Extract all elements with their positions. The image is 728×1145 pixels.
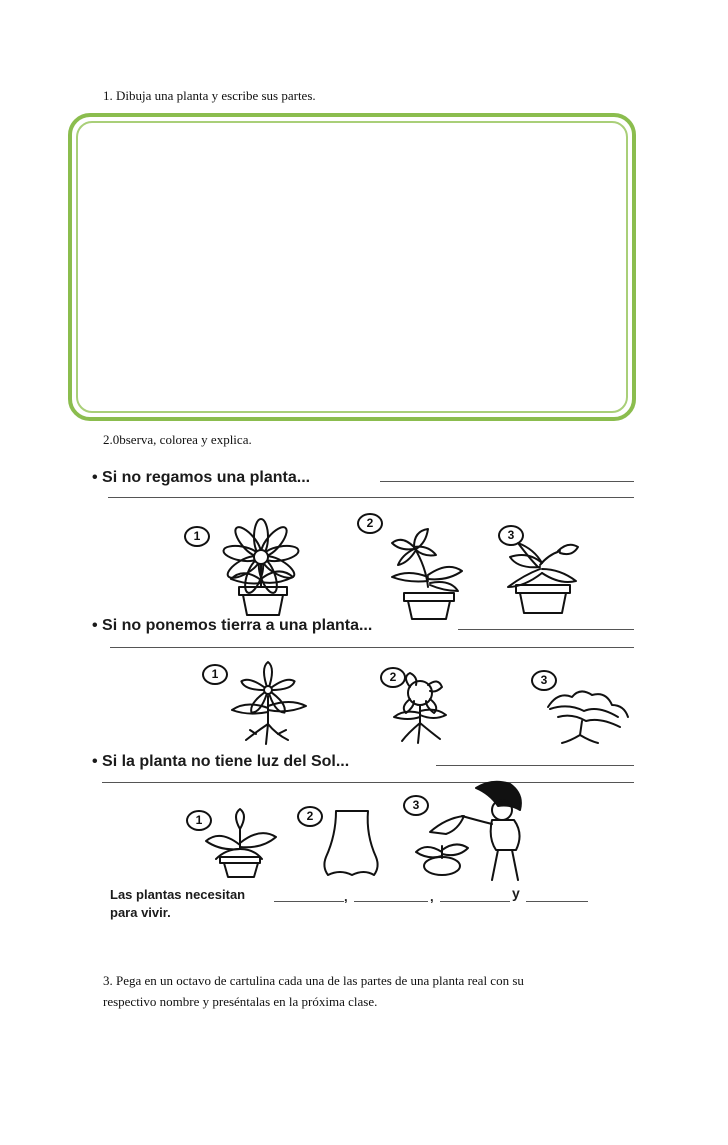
answer-blank[interactable]	[440, 901, 510, 902]
question-2-text: 2.0bserva, colorea y explica.	[103, 432, 252, 447]
question-1-text: 1. Dibuja una planta y escribe sus partes.	[103, 88, 316, 103]
answer-line[interactable]	[110, 647, 634, 648]
comma: ,	[344, 889, 348, 904]
potted-flower-dead-illustration	[488, 529, 598, 619]
potted-plant-sunlight-illustration	[196, 809, 286, 879]
step-number: 2	[380, 667, 406, 688]
section-3-prompt: • Si la planta no tiene luz del Sol...	[92, 753, 350, 770]
step-number: 1	[186, 810, 212, 831]
drawing-area-inner-border	[76, 121, 628, 413]
child-watering-plant-illustration	[406, 780, 546, 890]
step-number: 3	[531, 670, 557, 691]
answer-blank[interactable]	[526, 901, 588, 902]
answer-line[interactable]	[458, 629, 634, 630]
conclusion-line-1: Las plantas necesitan	[110, 887, 246, 902]
step-number: 2	[297, 806, 323, 827]
section-2-prompt: • Si no ponemos tierra a una planta...	[92, 617, 373, 634]
uprooted-flower-dead-illustration	[528, 677, 638, 747]
comma: ,	[430, 889, 434, 904]
answer-blank[interactable]	[274, 901, 344, 902]
step-number: 3	[498, 525, 524, 546]
answer-line[interactable]	[102, 782, 634, 783]
answer-line[interactable]	[108, 497, 634, 498]
conjunction-y: y	[512, 885, 520, 901]
conclusion-line-2: para vivir.	[110, 905, 171, 920]
question-3-line-1: 3. Pega en un octavo de cartulina cada una de las partes de una planta real con su	[103, 973, 524, 988]
step-number: 3	[403, 795, 429, 816]
question-3-line-2: respectivo nombre y preséntalas en la próxima clase.	[103, 994, 378, 1009]
covered-plant-illustration	[316, 805, 386, 885]
step-number: 2	[357, 513, 383, 534]
answer-blank[interactable]	[354, 901, 428, 902]
answer-line[interactable]	[436, 765, 634, 766]
potted-flower-healthy-illustration	[213, 515, 313, 615]
drawing-area[interactable]	[68, 113, 636, 421]
potted-flower-wilting-illustration	[378, 517, 478, 617]
step-number: 1	[202, 664, 228, 685]
answer-line[interactable]	[380, 481, 634, 482]
uprooted-flower-healthy-illustration	[216, 660, 326, 750]
uprooted-flower-wilting-illustration	[380, 667, 470, 747]
section-1-prompt: • Si no regamos una planta...	[92, 469, 311, 486]
worksheet-image	[88, 455, 636, 945]
step-number: 1	[184, 526, 210, 547]
